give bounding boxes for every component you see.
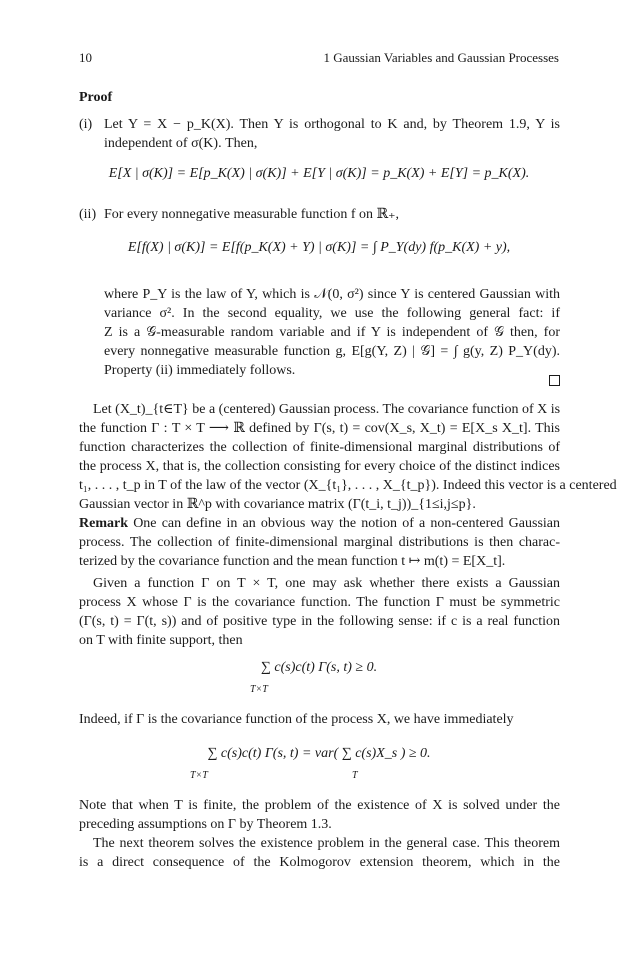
equation-1: E[X | σ(K)] = E[p_K(X) | σ(K)] + E[Y | σ(K)] = p_K(X) + E[Y] = p_K(X).	[108, 166, 530, 181]
text-line: the process X, that is, the collection consisting for every choice of the distinct indices	[79, 459, 560, 474]
text-line: variance σ². In the second equality, we use the following general fact: if	[104, 306, 560, 321]
text-line: Property (ii) immediately follows.	[104, 363, 296, 378]
text-line	[79, 514, 560, 533]
paragraph-finite	[79, 796, 560, 834]
remark-heading: Remark	[79, 516, 128, 531]
equation-4-subscript-1: T×T	[190, 770, 208, 781]
text-line: For every nonnegative measurable function f on ℝ₊,	[104, 207, 400, 222]
text-line: where P_Y is the law of Y, which is 𝒩(0, σ²) since Y is centered Gaussian with	[104, 287, 560, 302]
qed-box-icon	[549, 375, 560, 386]
item-ii-text	[104, 285, 560, 380]
text-line: on T with finite support, then	[79, 633, 243, 648]
text-line: Indeed, if Γ is the covariance function of the process X, we have immediately	[79, 712, 514, 727]
text-line: (Γ(s, t) = Γ(t, s)) and of positive type in the following sense: if c is a real function	[79, 614, 560, 629]
text-line: the function Γ : T × T ⟶ ℝ defined by Γ(s, t) = cov(X_s, X_t) = E[X_s X_t]. This	[79, 421, 560, 436]
equation-3-body: ∑ c(s)c(t) Γ(s, t) ≥ 0.	[260, 660, 378, 675]
equation-3	[0, 660, 638, 676]
paragraph-next-theorem	[79, 834, 560, 872]
text-line: Gaussian vector in ℝ^p with covariance matrix (Γ(t_i, t_j))_{1≤i,j≤p}.	[79, 497, 476, 512]
item-ii-label: (ii)	[79, 207, 97, 222]
text-line: independent of σ(K). Then,	[104, 136, 258, 151]
text-line: function characterizes the collection of finite-dimensional marginal distributions of	[79, 440, 560, 455]
item-i-label: (i)	[79, 117, 93, 132]
paragraph-symmetric	[79, 574, 560, 650]
equation-4-subscript-2: T	[352, 770, 358, 781]
text-line: process. The collection of finite-dimensional marginal distributions is then charac-	[79, 535, 560, 550]
text-line: Z is a 𝒢-measurable random variable and if Y is independent of 𝒢 then, for	[104, 325, 560, 340]
text-line: is a direct consequence of the Kolmogorov extension theorem, which in the	[79, 855, 560, 870]
text-line: every nonnegative measurable function g, E[g(Y, Z) | 𝒢] = ∫ g(y, Z) P_Y(dy).	[104, 344, 560, 359]
page-number: 10	[79, 50, 92, 65]
text-line: Let (X_t)_{t∈T} be a (centered) Gaussian process. The covariance function of X is	[93, 402, 561, 417]
paragraph-covariance	[79, 400, 617, 514]
running-title: 1 Gaussian Variables and Gaussian Processes	[323, 50, 559, 65]
text-line: preceding assumptions on Γ by Theorem 1.3.	[79, 817, 332, 832]
item-i-text	[104, 115, 560, 153]
equation-4	[0, 746, 638, 762]
text-line: Note that when T is finite, the problem of the existence of X is solved under the	[79, 798, 560, 813]
text-line: Given a function Γ on T × T, one may ask whether there exists a Gaussian	[93, 576, 560, 591]
item-ii-intro	[104, 205, 560, 224]
text-line: Let Y = X − p_K(X). Then Y is orthogonal to K and, by Theorem 1.9, Y is	[104, 117, 560, 132]
text-line: process X whose Γ is the covariance function. The function Γ must be symmetric	[79, 595, 560, 610]
text-line: The next theorem solves the existence problem in the general case. This theorem	[93, 836, 560, 851]
text-line: t₁, . . . , t_p in T of the law of the vector (X_{t₁}, . . . , X_{t_p}). Indeed this vector is a centered	[79, 478, 617, 493]
remark-first-line: One can define in an obvious way the notion of a non-centered Gaussian	[133, 516, 561, 531]
equation-3-subscript: T×T	[250, 684, 268, 695]
text-line: terized by the covariance function and the mean function t ↦ m(t) = E[X_t].	[79, 554, 506, 569]
equation-2: E[f(X) | σ(K)] = E[f(p_K(X) + Y) | σ(K)] = ∫ P_Y(dy) f(p_K(X) + y),	[127, 240, 511, 255]
paragraph-indeed	[79, 710, 560, 729]
remark-block	[79, 514, 560, 571]
proof-heading: Proof	[79, 90, 113, 105]
equation-4-body: ∑ c(s)c(t) Γ(s, t) = var( ∑ c(s)X_s ) ≥ 0.	[207, 746, 431, 761]
